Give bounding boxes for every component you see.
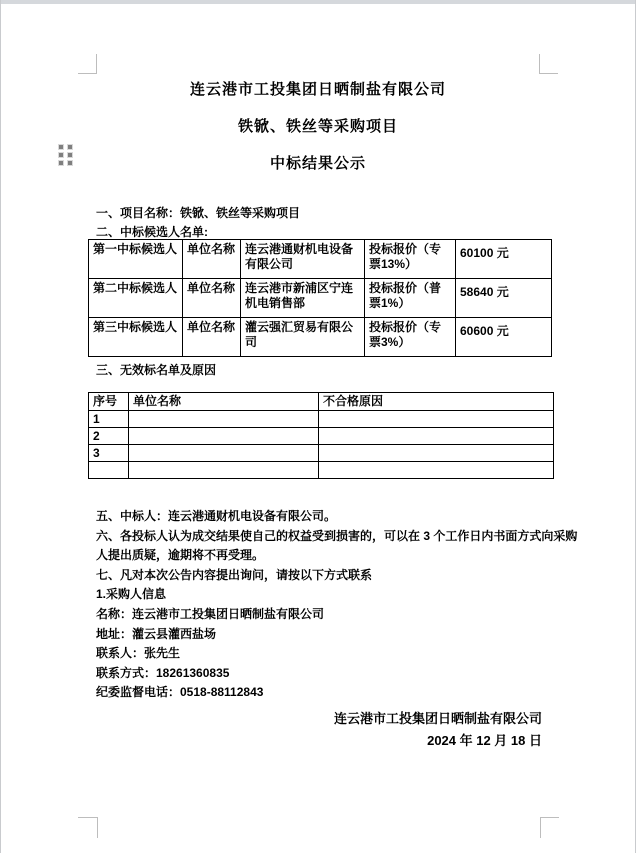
unit-label: 单位名称 <box>183 318 241 357</box>
quote-label: 投标报价（专票3%） <box>365 318 456 357</box>
table-row <box>89 462 554 479</box>
reason-cell <box>319 428 554 445</box>
purchaser-phone: 联系方式：18261360835 <box>96 665 230 680</box>
invalid-bids-table <box>88 392 554 479</box>
table-row <box>89 411 554 428</box>
doc-title-company: 连云港市工投集团日晒制盐有限公司 <box>189 81 446 98</box>
candidate-company: 连云港市新浦区宁连机电销售部 <box>241 279 365 318</box>
purchaser-supervision-phone: 纪委监督电话：0518-88112843 <box>96 685 264 700</box>
body-paragraphs <box>96 507 578 703</box>
section-1-project-name: 一、项目名称：铁锨、铁丝等采购项目 <box>96 206 301 220</box>
section-2-candidates-heading: 二、中标候选人名单: <box>96 225 208 239</box>
doc-title-announcement: 中标结果公示 <box>269 155 366 172</box>
table-row <box>89 240 552 279</box>
col-header-unit: 单位名称 <box>129 393 319 411</box>
section-3-invalid-heading: 三、无效标名单及原因 <box>96 363 217 377</box>
col-header-reason: 不合格原因 <box>319 393 554 411</box>
row-index: 2 <box>89 428 129 445</box>
quote-amount: 58640 元 <box>456 279 552 318</box>
reason-cell <box>319 445 554 462</box>
margin-crop-mark-top-left <box>78 54 97 74</box>
candidates-table <box>88 239 552 357</box>
purchaser-address: 地址：灌云县灌西盐场 <box>96 626 217 641</box>
section-7-contact-heading: 七、凡对本次公告内容提出询问，请按以下方式联系 <box>96 567 373 582</box>
quote-amount: 60600 元 <box>456 318 552 357</box>
page-top-border <box>0 0 636 4</box>
unit-label: 单位名称 <box>183 240 241 279</box>
section-6-objection-line1: 六、各投标人认为成交结果使自己的权益受到损害的，可以在 3 个工作日内书面方式向采购 <box>96 528 578 543</box>
purchaser-name: 名称：连云港市工投集团日晒制盐有限公司 <box>96 606 325 621</box>
margin-crop-mark-top-right <box>539 54 558 74</box>
candidate-rank: 第一中标候选人 <box>89 240 183 279</box>
unit-cell <box>129 462 319 479</box>
table-row <box>89 445 554 462</box>
row-index: 1 <box>89 411 129 428</box>
unit-label: 单位名称 <box>183 279 241 318</box>
candidate-rank: 第三中标候选人 <box>89 318 183 357</box>
section-5-winner: 五、中标人：连云港通财机电设备有限公司。 <box>96 509 337 523</box>
doc-title-project: 铁锨、铁丝等采购项目 <box>237 118 398 135</box>
candidate-rank: 第二中标候选人 <box>89 279 183 318</box>
reason-cell <box>319 462 554 479</box>
candidate-company: 灌云强汇贸易有限公司 <box>241 318 365 357</box>
table-header-row <box>89 393 554 411</box>
table-row <box>89 279 552 318</box>
unit-cell <box>129 445 319 462</box>
signature-company: 连云港市工投集团日晒制盐有限公司 <box>333 711 542 726</box>
purchaser-contact: 联系人：张先生 <box>96 646 181 661</box>
quote-amount: 60100 元 <box>456 240 552 279</box>
purchaser-info-heading: 1.采购人信息 <box>96 587 167 602</box>
table-row <box>89 318 552 357</box>
margin-crop-mark-bottom-left <box>78 817 98 838</box>
unit-cell <box>129 411 319 428</box>
row-index: 3 <box>89 445 129 462</box>
unit-cell <box>129 428 319 445</box>
table-row <box>89 428 554 445</box>
candidate-company: 连云港通财机电设备有限公司 <box>241 240 365 279</box>
col-header-index: 序号 <box>89 393 129 411</box>
quote-label: 投标报价（专票13%） <box>365 240 456 279</box>
quote-label: 投标报价（普票1%） <box>365 279 456 318</box>
signature-block <box>96 708 542 752</box>
section-6-objection-line2: 人提出质疑，逾期将不再受理。 <box>96 548 265 563</box>
row-index <box>89 462 129 479</box>
signature-date: 2024 年 12 月 18 日 <box>427 733 542 748</box>
reason-cell <box>319 411 554 428</box>
margin-crop-mark-bottom-right <box>540 817 559 838</box>
